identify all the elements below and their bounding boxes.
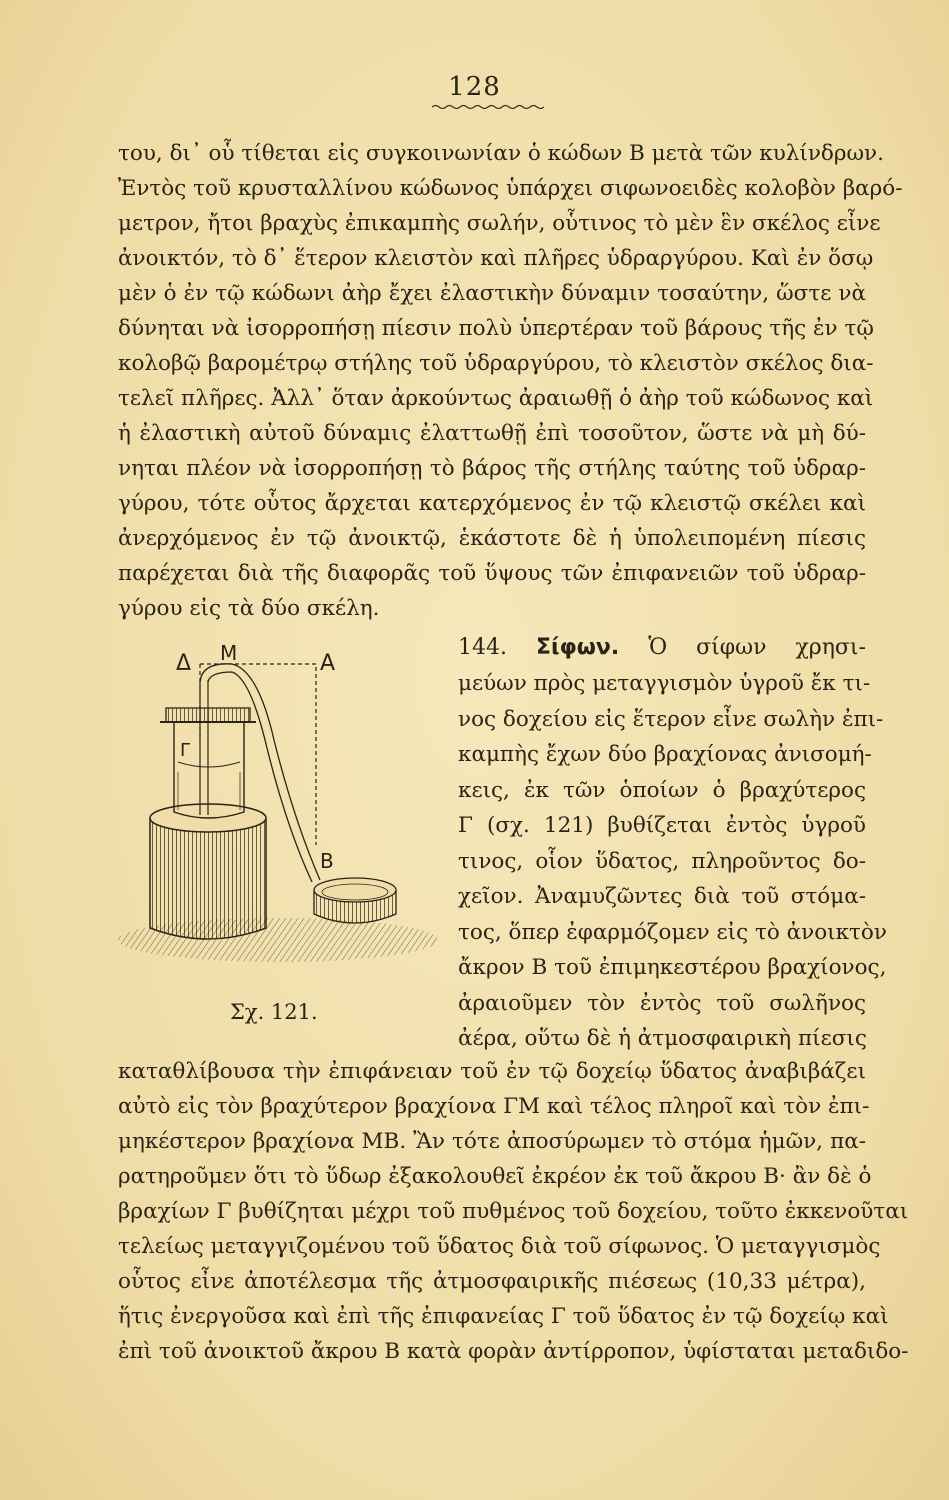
figure-label-delta: Δ: [176, 651, 192, 676]
text-line: ἀνοικτόν, τὸ δ᾽ ἕτερον κλειστὸν καὶ πλῆρες ὑδραργύρου. Καὶ ἐν ὅσῳ: [118, 246, 874, 271]
page-number-rule: [432, 104, 544, 110]
text-line: γύρου εἰς τὰ δύο σκέλη.: [118, 596, 380, 621]
text-line: μεύων πρὸς μεταγγισμὸν ὑγροῦ ἔκ τι-: [458, 671, 871, 696]
text-line: του, δι᾽ οὗ τίθεται εἰς συγκοινωνίαν ὁ κώδων Β μετὰ τῶν κυλίνδρων.: [118, 141, 884, 166]
text-line: γύρου, τότε οὗτος ἄρχεται κατερχόμενος ἐν τῷ κλειστῷ σκέλει καὶ: [118, 491, 866, 516]
text-line: Ἐντὸς τοῦ κρυσταλλίνου κώδωνος ὑπάρχει σιφωνοειδὲς κολοβὸν βαρό-: [118, 176, 903, 201]
section-number: 144.: [458, 635, 507, 660]
figure-label-b: B: [320, 849, 334, 873]
text-line: χεῖον. Ἀναμυζῶντες διὰ τοῦ στόμα-: [458, 884, 866, 909]
text-line: καταθλίβουσα τὴν ἐπιφάνειαν τοῦ ἐν τῷ δοχείῳ ὕδατος ἀναβιβάζει: [118, 1059, 866, 1084]
text-line: ἀνερχόμενος ἐν τῷ ἀνοικτῷ, ἑκάστοτε δὲ ἡ ὑπολειπομένη πίεσις: [118, 526, 866, 551]
text-line: μηκέστερον βραχίονα ΜΒ. Ἂν τότε ἀποσύρωμεν τὸ στόμα ἡμῶν, πα-: [118, 1129, 866, 1154]
text-line: μετρον, ἤτοι βραχὺς ἐπικαμπὴς σωλήν, οὗτινος τὸ μὲν ἓν σκέλος εἶνε: [118, 211, 881, 236]
text-line: παρέχεται διὰ τῆς διαφορᾶς τοῦ ὕψους τῶν ἐπιφανειῶν τοῦ ὑδραρ-: [118, 561, 866, 586]
text-line: νος δοχείου εἰς ἕτερον εἶνε σωλὴν ἐπι-: [458, 706, 884, 732]
text-line: ἀέρα, οὕτω δὲ ἡ ἀτμοσφαιρικὴ πίεσις: [458, 1026, 867, 1051]
text-line: τελείως μεταγγιζομένου τοῦ ὕδατος διὰ τοῦ σίφωνος. Ὁ μεταγγισμὸς: [118, 1234, 881, 1259]
figure-caption: Σχ. 121.: [230, 1000, 318, 1024]
text-line: μὲν ὁ ἐν τῷ κώδωνι ἀὴρ ἔχει ἐλαστικὴν δύναμιν τοσαύτην, ὥστε νὰ: [118, 281, 866, 306]
text-line: οὗτος εἶνε ἀποτέλεσμα τῆς ἀτμοσφαιρικῆς πιέσεως (10,33 μέτρα),: [118, 1269, 866, 1294]
text-line: ἄκρον Β τοῦ ἐπιμηκεστέρου βραχίονος,: [458, 955, 887, 980]
text-line: αὐτὸ εἰς τὸν βραχύτερον βραχίονα ΓΜ καὶ τέλος πληροῖ καὶ τὸν ἐπι-: [118, 1094, 870, 1119]
section-title: Σίφων.: [535, 635, 620, 660]
figure-label-a: A: [320, 651, 336, 676]
figure-label-gamma: Γ: [180, 740, 191, 761]
text-line: καμπὴς ἔχων δύο βραχίονας ἀνισομή-: [458, 742, 872, 767]
text-line: ἡ ἐλαστικὴ αὐτοῦ δύναμις ἐλαττωθῇ ἐπὶ τοσοῦτον, ὥστε νὰ μὴ δύ-: [118, 421, 866, 446]
siphon-figure: [108, 640, 448, 980]
section-heading-line: [458, 634, 866, 662]
text-line: τινος, οἷον ὕδατος, πληροῦντος δο-: [458, 848, 866, 874]
page-number: 128: [448, 72, 501, 102]
text-line: ρατηροῦμεν ὅτι τὸ ὕδωρ ἐξακολουθεῖ ἐκρέον ἐκ τοῦ ἄκρου Β· ἂν δὲ ὁ: [118, 1164, 872, 1189]
text-line: δύνηται νὰ ἰσορροπήσῃ πίεσιν πολὺ ὑπερτέραν τοῦ βάρους τῆς ἐν τῷ: [118, 316, 874, 341]
text-line: νηται πλέον νὰ ἰσορροπήσῃ τὸ βάρος τῆς στήλης ταύτης τοῦ ὑδραρ-: [118, 456, 866, 481]
text-line: Γ (σχ. 121) βυθίζεται ἐντὸς ὑγροῦ: [458, 813, 866, 838]
text-line: κεις, ἐκ τῶν ὁποίων ὁ βραχύτερος: [458, 777, 866, 803]
text-line: τος, ὅπερ ἐφαρμόζομεν εἰς τὸ ἀνοικτὸν: [458, 919, 887, 945]
section-first-line: Ὁ σίφων χρησι-: [648, 635, 866, 660]
text-line: ἀραιοῦμεν τὸν ἐντὸς τοῦ σωλῆνος: [458, 990, 866, 1016]
text-line: τελεῖ πλῆρες. Ἀλλ᾽ ὅταν ἀρκούντως ἀραιωθῇ ὁ ἀὴρ τοῦ κώδωνος καὶ: [118, 386, 874, 411]
text-line: ἐπὶ τοῦ ἀνοικτοῦ ἄκρου Β κατὰ φορὰν ἀντίρροπον, ὑφίσταται μεταδιδο-: [118, 1339, 909, 1364]
text-line: βραχίων Γ βυθίζηται μέχρι τοῦ πυθμένος τοῦ δοχείου, τοῦτο ἐκκενοῦται: [118, 1199, 909, 1224]
figure-label-m: M: [220, 641, 238, 665]
text-line: κολοβῷ βαρομέτρῳ στήλης τοῦ ὑδραργύρου, τὸ κλειστὸν σκέλος δια-: [118, 351, 874, 376]
text-line: ἥτις ἐνεργοῦσα καὶ ἐπὶ τῆς ἐπιφανείας Γ τοῦ ὕδατος ἐν τῷ δοχείῳ καὶ: [118, 1304, 889, 1329]
